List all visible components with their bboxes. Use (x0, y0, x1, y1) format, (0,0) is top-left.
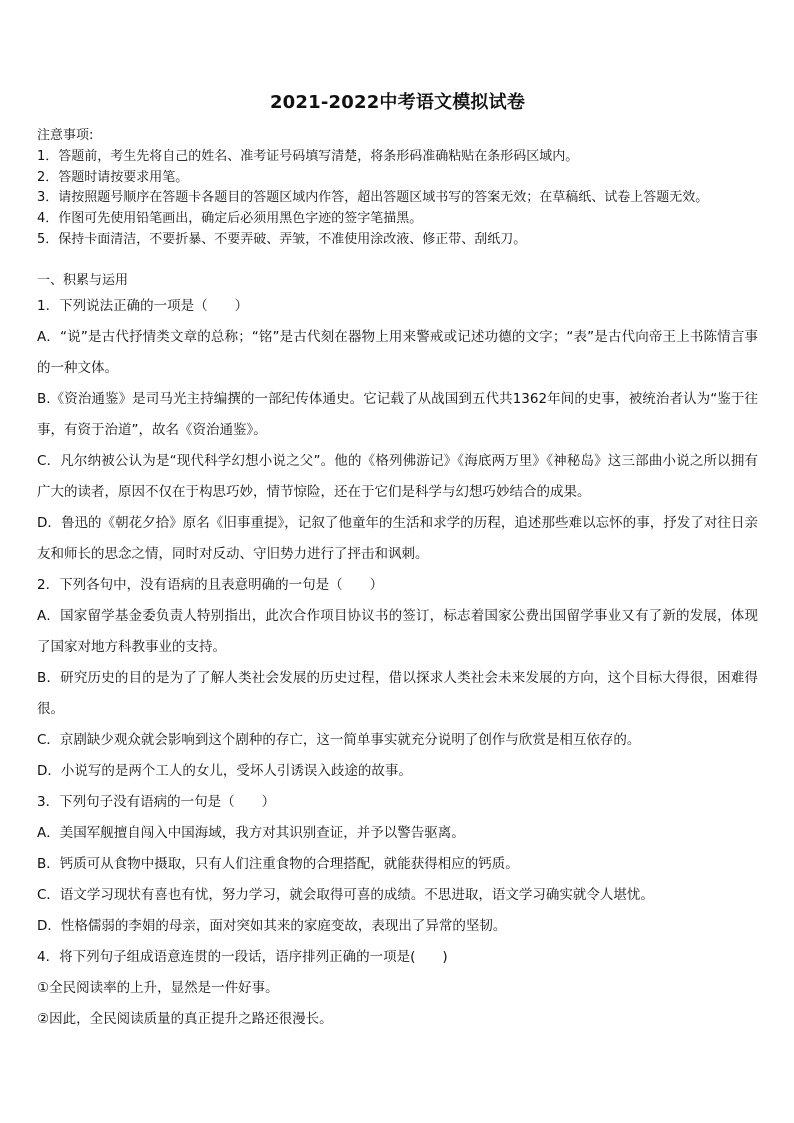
question-1 (37, 291, 758, 570)
question-stem: 3．下列句子没有语病的一句是（ ） (37, 793, 276, 810)
section-heading: 一、积累与运用 (37, 272, 129, 288)
option-b: B.《资治通鉴》是司马光主持编撰的一部纪传体通史。它记载了从战国到五代共1362年间的史事，被统治者认为“鉴于往事，有资于治道”，故名《资治通鉴》。 (37, 390, 758, 438)
question-4 (37, 942, 758, 1035)
option-a: A．国家留学基金委负责人特别指出，此次合作项目协议书的签订，标志着国家公费出国留学事业又有了新的发展，体现了国家对地方科教事业的支持。 (37, 607, 758, 655)
notice-block (37, 126, 758, 251)
question-stem: 2．下列各句中，没有语病的且表意明确的一句是（ ） (37, 576, 384, 593)
option-c: C．京剧缺少观众就会影响到这个剧种的存亡，这一简单事实就充分说明了创作与欣赏是相互依存的。 (37, 731, 641, 748)
option-d: D．鲁迅的《朝花夕拾》原名《旧事重提》，记叙了他童年的生活和求学的历程，追述那些难以忘怀的事，抒发了对往日亲友和师长的思念之情，同时对反动、守旧势力进行了抨击和讽刺。 (37, 514, 758, 562)
notice-item: 3．请按照题号顺序在答题卡各题目的答题区域内作答，超出答题区域书写的答案无效；在草稿纸、试卷上答题无效。 (37, 190, 709, 206)
question-2 (37, 570, 758, 787)
questions-block (37, 291, 758, 1035)
option-a: A．美国军舰擅自闯入中国海域，我方对其识别查证，并予以警告驱离。 (37, 824, 465, 841)
question-stem: 1．下列说法正确的一项是（ ） (37, 297, 249, 314)
option-d: D．性格儒弱的李娟的母亲，面对突如其来的家庭变故，表现出了异常的坚韧。 (37, 917, 507, 934)
sentence-2: ②因此，全民阅读质量的真正提升之路还很漫长。 (37, 1010, 333, 1027)
option-c: C．凡尔纳被公认为是“现代科学幻想小说之父”。他的《格列佛游记》《海底两万里》《神秘岛》这三部曲小说之所以拥有广大的读者，原因不仅在于构思巧妙，情节惊险，还在于它们是科学与幻想巧妙结合的成果。 (37, 452, 758, 500)
sentence-1: ①全民阅读率的上升，显然是一件好事。 (37, 979, 279, 996)
notice-item: 1．答题前，考生先将自己的姓名、准考证号码填写清楚，将条形码准确粘贴在条形码区域内。 (37, 148, 579, 164)
question-stem: 4．将下列句子组成语意连贯的一段话，语序排列正确的一项是( ) (37, 948, 448, 965)
page-title: 2021-2022中考语文模拟试卷 (269, 92, 526, 113)
notice-item: 2．答题时请按要求用笔。 (37, 169, 189, 185)
notice-item: 4．作图可先使用铅笔画出，确定后必须用黑色字迹的签字笔描黑。 (37, 211, 423, 227)
option-b: B．研究历史的目的是为了了解人类社会发展的历史过程，借以探求人类社会未来发展的方向，这个目标大得很，困难得很。 (37, 669, 758, 717)
question-3 (37, 787, 758, 942)
option-b: B．钙质可从食物中摄取，只有人们注重食物的合理搭配，就能获得相应的钙质。 (37, 855, 519, 872)
notice-item: 5．保持卡面清洁，不要折暴、不要弄破、弄皱，不准使用涂改液、修正带、刮纸刀。 (37, 231, 527, 247)
option-d: D．小说写的是两个工人的女儿，受坏人引诱误入歧途的故事。 (37, 762, 412, 779)
option-c: C．语文学习现状有喜也有忧，努力学习，就会取得可喜的成绩。不思进取，语文学习确实就令人堪忧。 (37, 886, 654, 903)
option-a: A．“说”是古代抒情类文章的总称；“铭”是古代刻在器物上用来警戒或记述功德的文字；“表”是古代向帝王上书陈情言事的一种文体。 (37, 328, 758, 376)
notice-heading: 注意事项: (37, 128, 94, 143)
